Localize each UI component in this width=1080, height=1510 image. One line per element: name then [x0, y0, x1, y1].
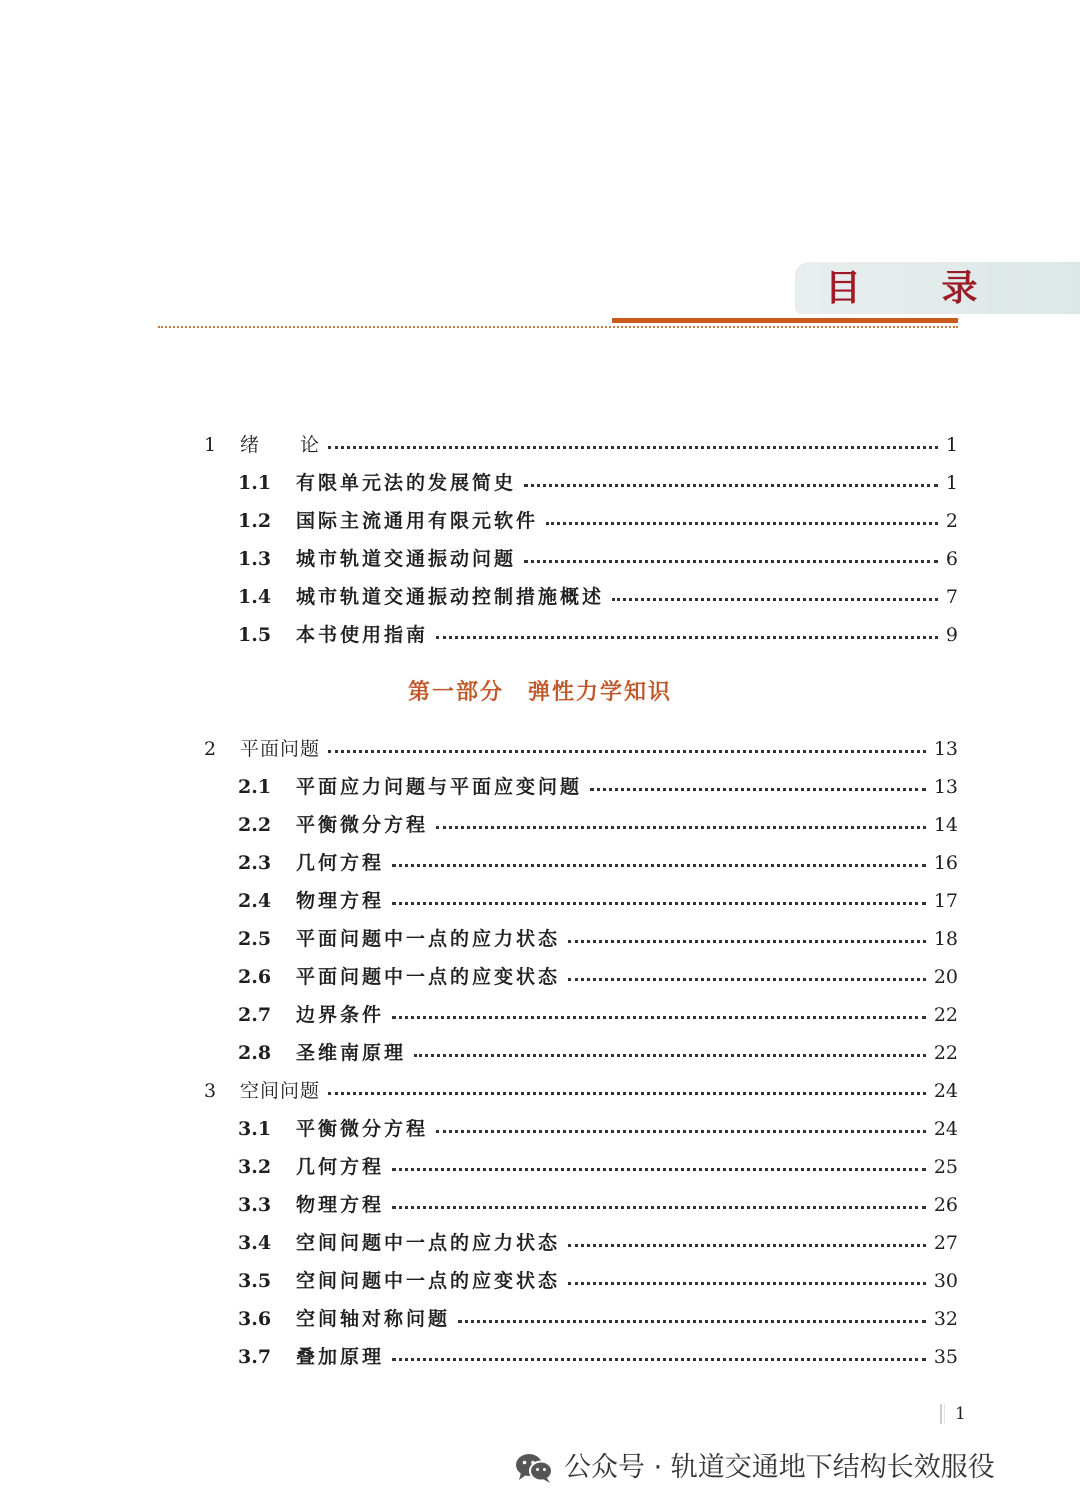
toc-section[interactable]	[238, 1000, 958, 1030]
page-number: 25	[933, 1156, 958, 1178]
toc-chapter[interactable]	[204, 1076, 958, 1106]
section-number: 3.6	[238, 1308, 272, 1330]
section-number: 3.2	[238, 1156, 272, 1178]
part-heading: 第一部分 弹性力学知识	[407, 680, 672, 705]
page-number: 9	[945, 624, 958, 646]
page-number: 13	[933, 738, 958, 760]
section-number: 2.8	[238, 1042, 272, 1064]
toc-section[interactable]	[238, 1152, 958, 1182]
page-number: 27	[933, 1232, 958, 1254]
dot-leader	[392, 1016, 926, 1019]
page-number: 20	[933, 966, 958, 988]
section-number: 2.3	[238, 852, 272, 874]
page-number: 22	[933, 1004, 958, 1026]
page-number: 16	[933, 852, 958, 874]
section-title: 空间问题中一点的应力状态	[296, 1232, 561, 1254]
dot-leader	[414, 1054, 926, 1057]
dot-leader	[392, 1168, 926, 1171]
section-title: 有限单元法的发展简史	[296, 472, 517, 494]
page-number: 26	[933, 1194, 958, 1216]
section-title: 本书使用指南	[296, 624, 429, 646]
dot-leader	[524, 484, 938, 487]
toc-section[interactable]	[238, 468, 958, 498]
toc-section[interactable]	[238, 582, 958, 612]
dot-leader	[328, 446, 938, 449]
page-number: 35	[933, 1346, 958, 1368]
page-number: 1	[945, 472, 958, 494]
chapter-title: 空间问题	[240, 1080, 321, 1102]
section-title: 叠加原理	[296, 1346, 385, 1368]
toc-section[interactable]	[238, 1190, 958, 1220]
toc-section[interactable]	[238, 810, 958, 840]
section-title: 平衡微分方程	[296, 1118, 429, 1140]
toc-section[interactable]	[238, 1342, 958, 1372]
section-title: 平面应力问题与平面应变问题	[296, 776, 583, 798]
section-number: 3.5	[238, 1270, 272, 1292]
dot-leader	[436, 1130, 926, 1133]
dot-leader	[568, 1282, 926, 1285]
dot-leader	[568, 940, 926, 943]
section-title: 几何方程	[296, 1156, 385, 1178]
toc-section[interactable]	[238, 1266, 958, 1296]
dot-leader	[392, 864, 926, 867]
section-number: 3.3	[238, 1194, 272, 1216]
section-number: 2.6	[238, 966, 272, 988]
page-number: 7	[945, 586, 958, 608]
section-title: 国际主流通用有限元软件	[296, 510, 539, 532]
section-title: 边界条件	[296, 1004, 385, 1026]
folio	[940, 1400, 966, 1428]
section-number: 3.1	[238, 1118, 272, 1140]
page-number: 2	[945, 510, 958, 532]
toc-section[interactable]	[238, 1038, 958, 1068]
toc-section[interactable]	[238, 544, 958, 574]
folio-divider	[940, 1404, 942, 1424]
page-title: 目 录	[825, 267, 1012, 309]
dot-leader	[546, 522, 938, 525]
section-title: 空间轴对称问题	[296, 1308, 451, 1330]
dot-leader	[590, 788, 926, 791]
chapter-number: 1	[204, 434, 217, 456]
watermark	[514, 1448, 995, 1488]
section-number: 1.5	[238, 624, 272, 646]
section-title: 平面问题中一点的应力状态	[296, 928, 561, 950]
dot-leader	[436, 636, 938, 639]
chapter-number: 2	[204, 738, 217, 760]
folio-divider	[944, 1404, 945, 1424]
folio-number: 1	[955, 1404, 966, 1424]
chapter-title: 绪 论	[240, 434, 321, 456]
toc-section[interactable]	[238, 848, 958, 878]
section-title: 几何方程	[296, 852, 385, 874]
section-number: 1.4	[238, 586, 272, 608]
section-number: 3.7	[238, 1346, 272, 1368]
dot-leader	[328, 1092, 926, 1095]
page-number: 14	[933, 814, 958, 836]
toc-section[interactable]	[238, 620, 958, 650]
toc-section[interactable]	[238, 886, 958, 916]
dot-leader	[392, 1358, 926, 1361]
toc-section[interactable]	[238, 506, 958, 536]
section-number: 2.1	[238, 776, 272, 798]
page-number: 6	[945, 548, 958, 570]
section-title: 城市轨道交通振动控制措施概述	[296, 586, 605, 608]
toc-section[interactable]	[238, 1228, 958, 1258]
section-number: 3.4	[238, 1232, 272, 1254]
page-number: 24	[933, 1118, 958, 1140]
section-title: 空间问题中一点的应变状态	[296, 1270, 561, 1292]
section-number: 1.3	[238, 548, 272, 570]
page-number: 22	[933, 1042, 958, 1064]
section-number: 2.5	[238, 928, 272, 950]
section-number: 2.7	[238, 1004, 272, 1026]
section-number: 2.4	[238, 890, 272, 912]
page-number: 30	[933, 1270, 958, 1292]
page-number: 32	[933, 1308, 958, 1330]
dot-leader	[458, 1320, 926, 1323]
page-number: 17	[933, 890, 958, 912]
section-title: 圣维南原理	[296, 1042, 407, 1064]
dot-leader	[328, 750, 926, 753]
section-title: 平衡微分方程	[296, 814, 429, 836]
toc-section[interactable]	[238, 1304, 958, 1334]
dot-leader	[392, 902, 926, 905]
dot-leader	[568, 1244, 926, 1247]
dot-leader	[612, 598, 938, 601]
toc-chapter[interactable]	[204, 734, 958, 764]
section-title: 城市轨道交通振动问题	[296, 548, 517, 570]
toc-section[interactable]	[238, 962, 958, 992]
wechat-icon	[514, 1451, 554, 1485]
chapter-title: 平面问题	[240, 738, 321, 760]
chapter-number: 3	[204, 1080, 217, 1102]
toc-section[interactable]	[238, 772, 958, 802]
dot-leader	[436, 826, 926, 829]
page-number: 13	[933, 776, 958, 798]
page-number: 1	[945, 434, 958, 456]
watermark-text: 公众号 · 轨道交通地下结构长效服役	[564, 1452, 995, 1483]
toc-section[interactable]	[238, 1114, 958, 1144]
section-title: 平面问题中一点的应变状态	[296, 966, 561, 988]
toc-section[interactable]	[238, 924, 958, 954]
section-number: 1.1	[238, 472, 272, 494]
section-number: 2.2	[238, 814, 272, 836]
section-title: 物理方程	[296, 890, 385, 912]
dot-leader	[524, 560, 938, 563]
section-number: 1.2	[238, 510, 272, 532]
section-title: 物理方程	[296, 1194, 385, 1216]
dot-leader	[392, 1206, 926, 1209]
page-number: 18	[933, 928, 958, 950]
page-number: 24	[933, 1080, 958, 1102]
toc-chapter[interactable]	[204, 430, 958, 460]
dot-leader	[568, 978, 926, 981]
